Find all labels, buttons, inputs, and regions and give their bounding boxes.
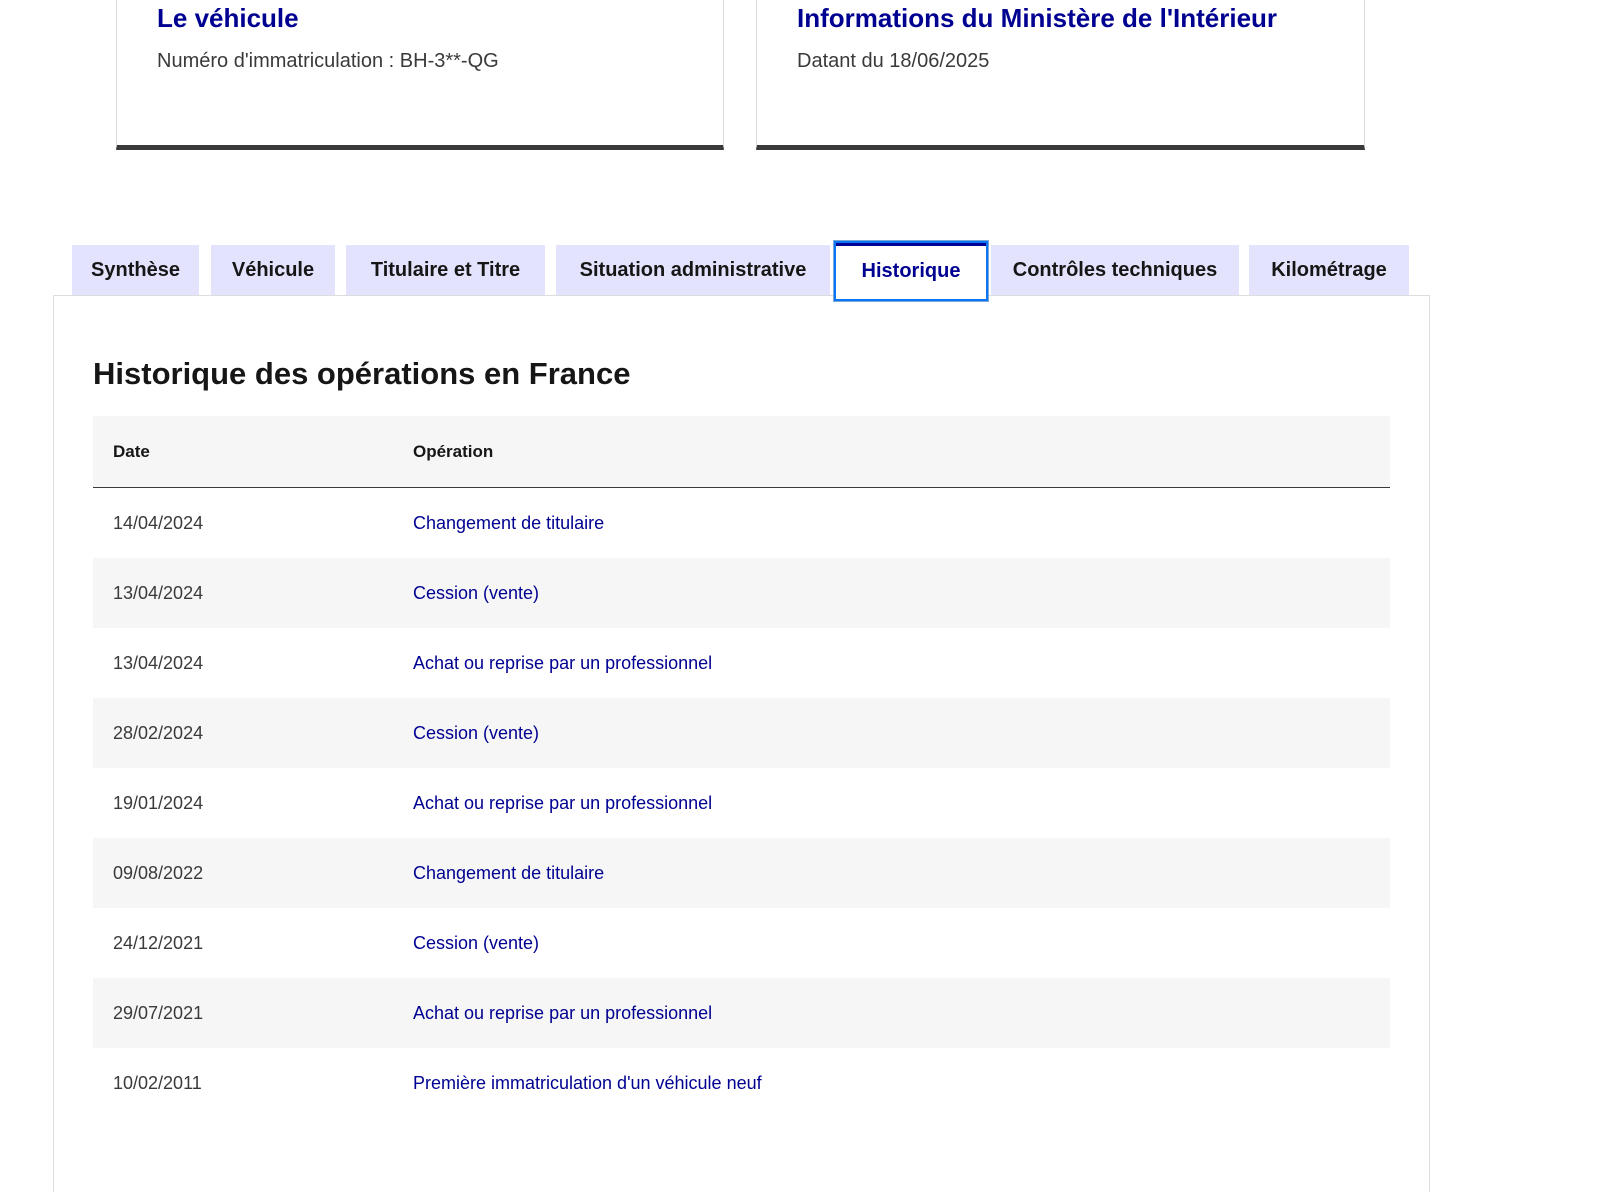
ministry-info-card xyxy=(756,0,1365,150)
row-date: 14/04/2024 xyxy=(113,512,204,533)
row-operation-link[interactable]: Cession (vente) xyxy=(413,722,540,743)
tab-controles-techniques[interactable]: Contrôles techniques xyxy=(991,245,1239,295)
row-operation-link[interactable]: Achat ou reprise par un professionnel xyxy=(413,792,713,813)
tab-panel-historique xyxy=(53,295,1430,1192)
row-operation-link[interactable]: Achat ou reprise par un professionnel xyxy=(413,1002,713,1023)
ministry-card-title: Informations du Ministère de l'Intérieur xyxy=(797,3,1278,33)
table-row xyxy=(93,628,1390,698)
row-operation-link[interactable]: Achat ou reprise par un professionnel xyxy=(413,652,713,673)
history-table xyxy=(93,416,1390,1118)
tab-titulaire-et-titre[interactable]: Titulaire et Titre xyxy=(346,245,545,295)
table-row xyxy=(93,1048,1390,1118)
table-row xyxy=(93,488,1390,558)
row-operation-link[interactable]: Cession (vente) xyxy=(413,582,540,603)
column-header-date: Date xyxy=(113,441,150,461)
tab-vehicule[interactable]: Véhicule xyxy=(211,245,335,295)
table-header xyxy=(93,416,1390,488)
tab-kilometrage[interactable]: Kilométrage xyxy=(1249,245,1409,295)
row-date: 13/04/2024 xyxy=(113,582,204,603)
row-operation-link[interactable]: Changement de titulaire xyxy=(413,512,605,533)
table-row xyxy=(93,558,1390,628)
row-operation-link[interactable]: Changement de titulaire xyxy=(413,862,605,883)
tab-synthese[interactable]: Synthèse xyxy=(72,245,199,295)
row-date: 19/01/2024 xyxy=(113,792,204,813)
table-row xyxy=(93,978,1390,1048)
vehicle-card xyxy=(116,0,724,150)
row-operation-link[interactable]: Cession (vente) xyxy=(413,932,540,953)
tab-situation-administrative[interactable]: Situation administrative xyxy=(556,245,830,295)
data-date: Datant du 18/06/2025 xyxy=(797,50,990,72)
column-header-operation: Opération xyxy=(413,441,494,461)
row-date: 28/02/2024 xyxy=(113,722,204,743)
history-title: Historique des opérations en France xyxy=(93,356,631,391)
row-date: 29/07/2021 xyxy=(113,1002,204,1023)
vehicle-card-title: Le véhicule xyxy=(157,3,299,33)
row-date: 13/04/2024 xyxy=(113,652,204,673)
row-date: 10/02/2011 xyxy=(113,1072,202,1093)
row-date: 09/08/2022 xyxy=(113,862,204,883)
row-operation-link[interactable]: Première immatriculation d'un véhicule neuf xyxy=(413,1072,762,1093)
row-date: 24/12/2021 xyxy=(113,932,204,953)
table-row xyxy=(93,838,1390,908)
tab-historique[interactable]: Historique xyxy=(834,241,988,301)
registration-number: Numéro d'immatriculation : BH-3**-QG xyxy=(157,50,499,72)
table-row xyxy=(93,768,1390,838)
table-row xyxy=(93,698,1390,768)
table-row xyxy=(93,908,1390,978)
